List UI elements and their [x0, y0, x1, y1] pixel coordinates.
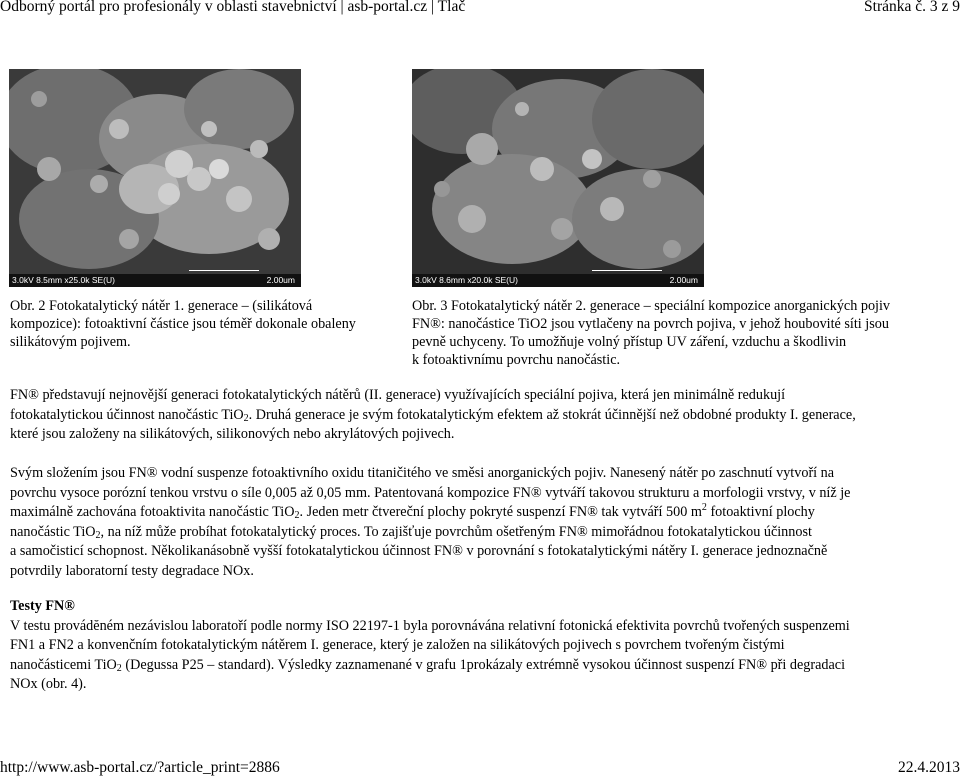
figure-3-caption: Obr. 3 Fotokatalytický nátěr 2. generace – speciální kompozice anorganických pojiv FN®: nanočástice TiO2 jsou vytlačeny na povrch pojiva, v jehož houbovité síti jsou pevně uchyceny. To umožňuje volný přístup UV záření, vzduchu a škodlivin k fotoaktivnímu povrchu nanočástic.: [412, 298, 891, 368]
figure-3-sem-image: [412, 69, 704, 287]
sem-info-bar: [412, 274, 704, 287]
figure-2-sem-image: [9, 69, 301, 287]
scale-bar: [189, 270, 259, 273]
sem-texture-blobs: [9, 69, 301, 274]
sem-info-bar: [9, 274, 301, 287]
scale-label: 2.00um: [266, 275, 295, 285]
print-footer: [0, 760, 960, 776]
scale-label: 2.00um: [669, 275, 698, 285]
print-header: [0, 0, 960, 14]
page-number: Stránka č. 3 z 9: [864, 0, 960, 15]
article-url: http://www.asb-portal.cz/?article_print=2886: [0, 759, 280, 776]
sem-parameters: 3.0kV 8.5mm x25.0k SE(U): [12, 275, 115, 285]
sem-texture-porous: [412, 69, 704, 274]
scale-bar: [592, 270, 662, 273]
paragraph-fn-introduction: FN® představují nejnovější generaci fotokatalytických nátěrů (II. generace) využívajících speciální pojiva, která jen minimálně redukují fotokatalytickou účinnost nanočástic TiO$_2$. Druhá generace je svým fotokatalytickým efektem až stokrát účinnější než obdobné produkty I. generace, které jsou založeny na silikátových, silikonových nebo akrylátových pojivech.: [10, 387, 856, 443]
figure-2-caption: Obr. 2 Fotokatalytický nátěr 1. generace – (silikátová kompozice): fotoaktivní částice jsou téměř dokonale obaleny silikátovým pojivem.: [10, 298, 356, 350]
print-date: 22.4.2013: [898, 759, 960, 776]
sem-parameters: 3.0kV 8.6mm x20.0k SE(U): [415, 275, 518, 285]
paragraph-fn-composition: Svým složením jsou FN® vodní suspenze fotoaktivního oxidu titaničitého ve směsi anorganických pojiv. Nanesený nátěr po zaschnutí vytvoří na povrchu vysoce porózní tenkou vrstvu o síle 0,005 až 0,05 mm. Patentovaná kompozice FN® vytváří takovou strukturu a morfologii vrstvy, v níž je maximálně zachována fotoaktivita nanočástic TiO$_2$. Jeden metr čtvereční plochy pokryté suspenzí FN® tak vytváří 500 $m^2$ fotoaktivní plochy nanočástic TiO$_2$, na níž může probíhat fotokatalytický proces. To zajišťuje povrchům ošetřeným FN® mimořádnou fotokatalytickou účinnost a samočisticí schopnost. Několikanásobně vyšší fotokatalytickou účinnost FN® v porovnání s fotokatalytickými nátěry I. generace jednoznačně potvrdily laboratorní testy degradace NOx.: [10, 465, 851, 579]
section-heading: Testy FN®: [10, 598, 75, 614]
header-title: Odborný portál pro profesionály v oblasti stavebnictví | asb-portal.cz | Tlač: [0, 0, 466, 15]
section-tests: Testy FN® V testu provádĕném nezávislou laboratoří podle normy ISO 22197-1 byla porovnávána relativní fotonická efektivita povrchů tvořených suspenzemi FN1 a FN2 a konvenčním fotokatalytickým nátěrem I. generace, který je založen na silikátových pojivech s povrchem tvořeným čistými nanočásticemi TiO$_2$ (Degussa P25 – standard). Výsledky zaznamenané v grafu 1prokázaly extrémně vysokou účinnost suspenzí FN® při degradaci NOx (obr. 4).: [10, 597, 950, 695]
